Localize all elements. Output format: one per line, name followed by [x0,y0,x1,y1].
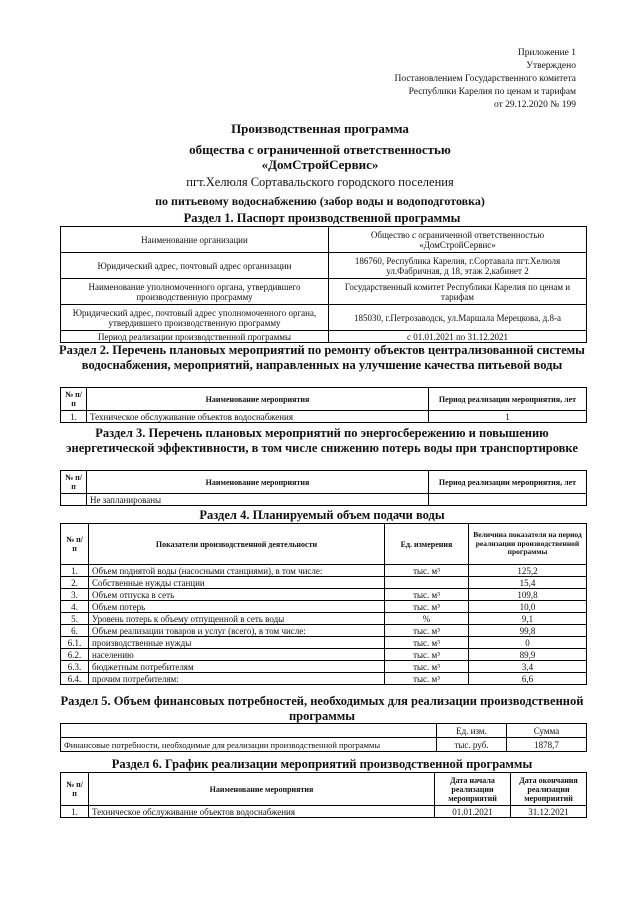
header-num: № п/п [61,773,89,806]
section4-title: Раздел 4. Планируемый объем подачи воды [199,508,445,522]
cell-unit: тыс. м³ [385,649,469,661]
cell-num: 3. [61,589,89,601]
table-header-row [61,773,587,806]
appendix-block [394,47,576,112]
cell-name: Объем отпуска в сеть [89,589,385,601]
cell-value: 185030, г.Петрозаводск, ул.Маршала Мерецкова, д.8-а [329,305,587,331]
table-row [61,305,587,331]
header-empty [61,724,437,738]
table-row [61,279,587,305]
approved-label: Утверждено [526,61,576,71]
cell-unit: тыс. м³ [385,625,469,637]
table-row [61,565,587,577]
cell-num: 1. [61,565,89,577]
section6-title: Раздел 6. График реализации мероприятий производственной программы [111,757,533,771]
table-header-row [61,388,587,411]
cell-name: прочим потребителям: [89,673,385,685]
cell-unit: % [385,613,469,625]
cell-unit: тыс. м³ [385,661,469,673]
cell-name: Собственные нужды станции [89,577,385,589]
energy-plan-table [60,470,587,506]
org-type: общества с ограниченной ответственностью [189,142,451,157]
header-num: № п/п [61,524,89,565]
table-row [61,661,587,673]
water-volume-table [60,523,587,685]
cell-name: бюджетным потребителям [89,661,385,673]
cell-name: производственные нужды [89,637,385,649]
schedule-table [60,772,587,818]
header-unit: Ед. измерения [385,524,469,565]
cell-unit: тыс. руб. [437,738,507,752]
table-row [61,806,587,818]
cell-num: 6.2. [61,649,89,661]
header-sum: Сумма [507,724,587,738]
cell-name: Объем потерь [89,601,385,613]
header-value: Величина показателя на период реализации производственной программы [469,524,587,565]
finance-table [60,723,587,752]
cell-name: Техническое обслуживание объектов водоснабжения [89,806,435,818]
cell-num: 4. [61,601,89,613]
cell-start: 01.01.2021 [435,806,511,818]
cell-label: Наименование уполномоченного органа, утвердившего производственную программу [61,279,329,305]
decree-line: Постановлением Государственного комитета [394,74,576,84]
cell-value: 9,1 [469,613,587,625]
cell-value: 0 [469,637,587,649]
header-period: Период реализации мероприятия, лет [429,471,587,494]
header-unit: Ед. изм. [437,724,507,738]
cell-num: 6.4. [61,673,89,685]
cell-unit: тыс. м³ [385,637,469,649]
cell-num: 1. [61,411,87,423]
cell-value: Общество с ограниченной ответственностью «ДомСтройСервис» [329,227,587,253]
cell-period: 1 [429,411,587,423]
cell-num: 2. [61,577,89,589]
header-name: Показатели производственной деятельности [89,524,385,565]
cell-unit: тыс. м³ [385,589,469,601]
table-row [61,331,587,343]
header-start: Дата начала реализации мероприятий [435,773,511,806]
header-period: Период реализации мероприятия, лет [429,388,587,411]
cell-value: 109,8 [469,589,587,601]
cell-value: с 01.01.2021 по 31.12.2021 [329,331,587,343]
table-row [61,738,587,752]
repair-plan-table [60,387,587,423]
section3-title: Раздел 3. Перечень плановых мероприятий по энергосбережению и повышению энергетической эффективности, в том числе снижению потерь воды при транспортировке [66,426,578,455]
cell-num: 6.1. [61,637,89,649]
cell-label: Юридический адрес, почтовый адрес уполномоченного органа, утвердившего производственную программу [61,305,329,331]
table-row [61,613,587,625]
table-row [61,637,587,649]
cell-value: Государственный комитет Республики Карелия по ценам и тарифам [329,279,587,305]
table-header-row [61,724,587,738]
cell-end: 31.12.2021 [511,806,587,818]
committee-line: Республики Карелия по ценам и тарифам [408,87,576,97]
table-header-row [61,524,587,565]
cell-label: Период реализации производственной программы [61,331,329,343]
header-name: Наименование мероприятия [87,471,429,494]
cell-value: 3,4 [469,661,587,673]
section1-title: Раздел 1. Паспорт производственной программы [183,211,461,225]
table-row [61,253,587,279]
cell-name: Не запланированы [87,494,429,506]
table-row [61,589,587,601]
org-name: «ДомСтройСервис» [261,157,379,172]
cell-name: Уровень потерь к объему отпущенной в сеть воды [89,613,385,625]
cell-name: Объем реализации товаров и услуг (всего), в том числе: [89,625,385,637]
table-row [61,494,587,506]
cell-period [429,494,587,506]
cell-unit: тыс. м³ [385,565,469,577]
activity: по питьевому водоснабжению (забор воды и водоподготовка) [155,194,485,208]
cell-unit [385,577,469,589]
table-row [61,673,587,685]
header-num: № п/п [61,388,87,411]
cell-sum: 1878,7 [507,738,587,752]
header-end: Дата окончания реализации мероприятий [511,773,587,806]
cell-unit: тыс. м³ [385,601,469,613]
cell-value: 89,9 [469,649,587,661]
table-row [61,601,587,613]
passport-table [60,226,587,343]
cell-num: 1. [61,806,89,818]
section2-title: Раздел 2. Перечень плановых мероприятий по ремонту объектов централизованной системы водоснабжения, мероприятий, направленных на улучшение качества питьевой воды [59,343,585,372]
cell-name: населению [89,649,385,661]
cell-label: Юридический адрес, почтовый адрес организации [61,253,329,279]
appendix-label: Приложение 1 [517,48,576,58]
cell-value: 10,0 [469,601,587,613]
cell-value: 125,2 [469,565,587,577]
cell-num: 5. [61,613,89,625]
table-row [61,411,587,423]
table-row [61,577,587,589]
cell-num: 6.3. [61,661,89,673]
cell-value: 99,8 [469,625,587,637]
cell-value: 15,4 [469,577,587,589]
decree-date: от 29.12.2020 № 199 [494,100,576,110]
cell-name: Финансовые потребности, необходимые для реализации производственной программы [61,738,437,752]
header-num: № п/п [61,471,87,494]
cell-num [61,494,87,506]
table-row [61,649,587,661]
table-header-row [61,471,587,494]
table-row [61,625,587,637]
cell-name: Объем поднятой воды (насосными станциями), в том числе: [89,565,385,577]
header-name: Наименование мероприятия [89,773,435,806]
page-title: Производственная программа [231,121,409,136]
settlement: пгт.Хелюля Сортавальского городского поселения [186,175,454,189]
header-name: Наименование мероприятия [87,388,429,411]
cell-name: Техническое обслуживание объектов водоснабжения [87,411,429,423]
cell-value: 186760, Республика Карелия, г.Сортавала пгт.Хелюля ул.Фабричная, д 18, этаж 2,кабинет 2 [329,253,587,279]
cell-unit: тыс. м³ [385,673,469,685]
cell-value: 6,6 [469,673,587,685]
section5-title: Раздел 5. Объем финансовых потребностей, необходимых для реализации производственной программы [60,694,584,723]
table-row [61,227,587,253]
cell-num: 6. [61,625,89,637]
cell-label: Наименование организации [61,227,329,253]
